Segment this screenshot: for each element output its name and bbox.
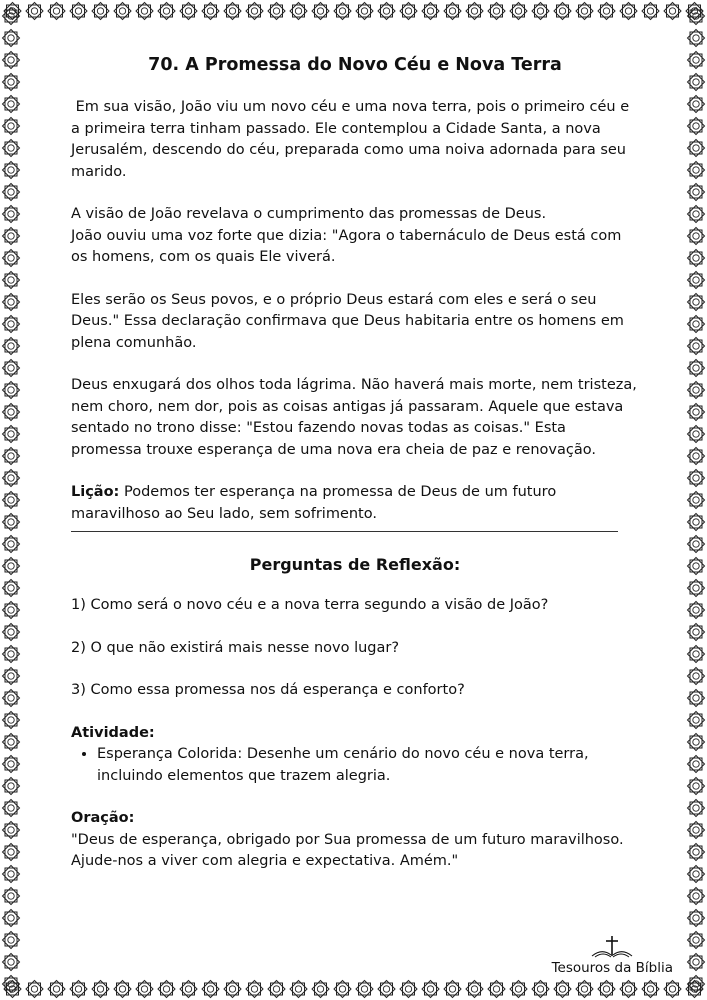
lesson	[71, 482, 639, 525]
lesson-text: Podemos ter esperança na promessa de Deus de um futuro maravilhoso ao Seu lado, sem sofrimento.	[71, 484, 557, 522]
paragraph-promises	[71, 204, 639, 269]
reflection-heading: Perguntas de Reflexão:	[249, 555, 461, 574]
reflection-question: 3) Como essa promessa nos dá esperança e conforto?	[71, 682, 465, 698]
footer-brand-text: Tesouros da Bíblia	[551, 960, 673, 976]
decorative-border-left	[0, 0, 22, 1000]
page-content	[71, 50, 639, 873]
activity-item: • Esperança Colorida: Desenhe um cenário do novo céu e nova terra, incluindo elementos que trazem alegria.	[97, 744, 639, 787]
paragraph-people: Eles serão os Seus povos, e o próprio Deus estará com eles e será o seu Deus." Essa declaração confirmava que Deus habitaria entre os homens em plena comunhão.	[71, 291, 624, 351]
reflection-question: 1) Como será o novo céu e a nova terra segundo a visão de João?	[71, 597, 549, 613]
reflection-question: 2) O que não existirá mais nesse novo lugar?	[71, 639, 400, 656]
paragraph-tears: Deus enxugará dos olhos toda lágrima. Não haverá mais morte, nem tristeza, nem choro, nem dor, pois as coisas antigas já passaram. Aquele que estava sentado no trono disse: "Estou fazendo novas todas as coisas." Esta promessa trouxe esperança de uma nova era cheia de paz e renovação.	[71, 377, 637, 458]
page-title: 70. A Promessa do Novo Céu e Nova Terra	[148, 55, 562, 75]
paragraph-promises-line1: A visão de João revelava o cumprimento das promessas de Deus.	[71, 206, 547, 222]
paragraph-vision: Em sua visão, João viu um novo céu e uma nova terra, pois o primeiro céu e a primeira terra tinham passado. Ele contemplou a Cidade Santa, a nova Jerusalém, descendo do céu, preparada como uma noiva adornada para seu marido.	[71, 99, 634, 180]
decorative-border-right	[685, 0, 707, 1000]
activity-label: Atividade:	[71, 724, 155, 741]
activity-list	[71, 744, 639, 787]
decorative-border-bottom	[0, 978, 707, 1000]
lesson-label: Lição:	[71, 484, 120, 500]
paragraph-promises-line2: João ouviu uma voz forte que dizia: "Agora o tabernáculo de Deus está com os homens, com os quais Ele viverá.	[71, 227, 622, 265]
divider	[71, 531, 618, 532]
decorative-border-top	[0, 0, 707, 22]
prayer-line: "Deus de esperança, obrigado por Sua promessa de um futuro maravilhoso.	[71, 831, 624, 848]
prayer-line: Ajude-nos a viver com alegria e expectativa. Amém."	[71, 853, 459, 869]
cross-icon	[589, 935, 635, 959]
footer-brand	[552, 935, 673, 977]
prayer-label: Oração:	[71, 810, 135, 826]
